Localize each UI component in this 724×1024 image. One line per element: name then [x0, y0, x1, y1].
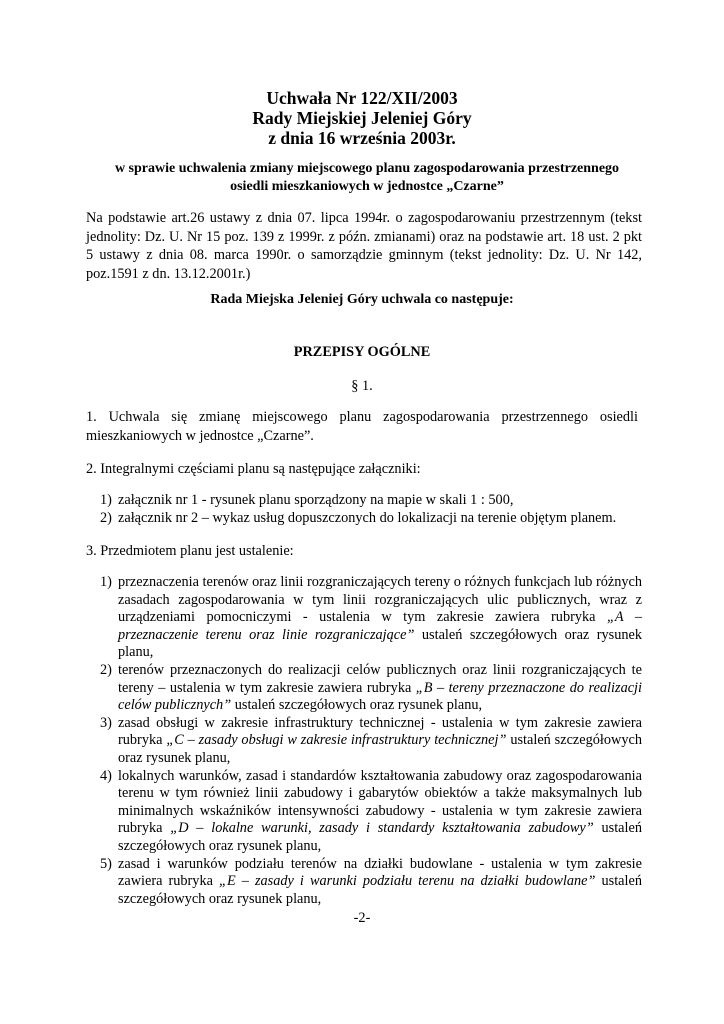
list-item-text: zasad obsługi w zakresie infrastruktury technicznej - ustalenia w tym zakresie zawiera rubryka „C – zasady obsługi w zakresie infrastruktury technicznej” ustaleń szczegółowych oraz rysunek planu,: [118, 714, 642, 766]
list-item-number: 2): [100, 661, 112, 678]
list-item-text: lokalnych warunków, zasad i standardów kształtowania zabudowy oraz zagospodarowania terenu w tym również linii zabudowy i gabarytów obiektów a także maksymalnych lub minimalnych wskaźników intensywności zabudowy - ustalenia w tym zakresie zawiera rubryka „D – lokalne warunki, zasady i standardy kształtowania zabudowy” ustaleń szczegółowych oraz rysunek planu,: [118, 767, 642, 854]
list-item: [86, 662, 642, 715]
list-item-text: terenów przeznaczonych do realizacji celów publicznych oraz linii rozgraniczających te tereny – ustalenia w tym zakresie zawiera rubryka „B – tereny przeznaczone do realizacji celów publicznych” ustaleń szczegółowych oraz rysunek planu,: [118, 661, 643, 714]
point-3-intro: 3. Przedmiotem planu jest ustalenie:: [86, 543, 294, 559]
list-item-number: 3): [100, 714, 112, 731]
list-item-number: 1): [100, 492, 112, 508]
legal-basis: Na podstawie art.26 ustawy z dnia 07. lipca 1994r. o zagospodarowaniu przestrzennym (tekst jednolity: Dz. U. Nr 15 poz. 139 z 1999r. z późn. zmianami) oraz na podstawie art. 18 ust. 2 pkt 5 ustawy z dnia 08. marca 1990r. o samorządzie gminnym (tekst jednolity: Dz. U. Nr 142, poz.1591 z dn. 13.12.2001r.): [86, 210, 642, 282]
list-item: [86, 510, 646, 528]
resolution-date: z dnia 16 września 2003r.: [268, 128, 456, 148]
subject-line-1: w sprawie uchwalenia zmiany miejscowego planu zagospodarowania przestrzennego: [114, 161, 620, 176]
list-item-number: 5): [100, 855, 112, 872]
list-item: [86, 492, 646, 510]
list-item-text: załącznik nr 1 - rysunek planu sporządzony na mapie w skali 1 : 500,: [118, 492, 514, 508]
subject-line-2: osiedli mieszkaniowych w jednostce „Czarne”: [230, 179, 504, 194]
point-2-intro: 2. Integralnymi częściami planu są następujące załączniki:: [86, 461, 421, 477]
list-item: [86, 574, 642, 662]
section-heading: PRZEPISY OGÓLNE: [293, 344, 431, 360]
plan-scope-list: [86, 574, 642, 908]
list-item-number: 4): [100, 767, 112, 784]
list-item-text: przeznaczenia terenów oraz linii rozgraniczających tereny o różnych funkcjach lub różnych zasadach zagospodarowania w tym linii rozgraniczających ulic publicznych, wraz z urządzeniami pomocniczymi - ustalenia w tym zakresie zawiera rubryka „A – przeznaczenie terenu oraz linie rozgraniczające” ustaleń szczegółowych oraz rysunek planu,: [118, 574, 642, 661]
list-item-text: zasad i warunków podziału terenów na działki budowlane - ustalenia w tym zakresie zawiera rubryka „E – zasady i warunki podziału terenu na działki budowlane” ustaleń szczegółowych oraz rysunek planu,: [118, 855, 642, 907]
attachments-list: [86, 492, 646, 527]
list-item-number: 1): [100, 574, 112, 590]
point-1: 1. Uchwala się zmianę miejscowego planu zagospodarowania przestrzennego osiedli mieszkaniowych w jednostce „Czarne”.: [86, 409, 638, 444]
list-item-text: załącznik nr 2 – wykaz usług dopuszczonych do lokalizacji na terenie objętym planem.: [118, 509, 617, 526]
paragraph-mark: § 1.: [351, 378, 373, 394]
list-item: [86, 715, 642, 768]
list-item: [86, 856, 642, 909]
resolution-number: Uchwała Nr 122/XII/2003: [266, 88, 458, 108]
resolution-statement: Rada Miejska Jeleniej Góry uchwala co następuje:: [210, 292, 514, 307]
council-name: Rady Miejskiej Jeleniej Góry: [252, 108, 472, 128]
list-item: [86, 768, 642, 856]
page-number: -2-: [353, 910, 371, 926]
list-item-number: 2): [100, 509, 112, 526]
